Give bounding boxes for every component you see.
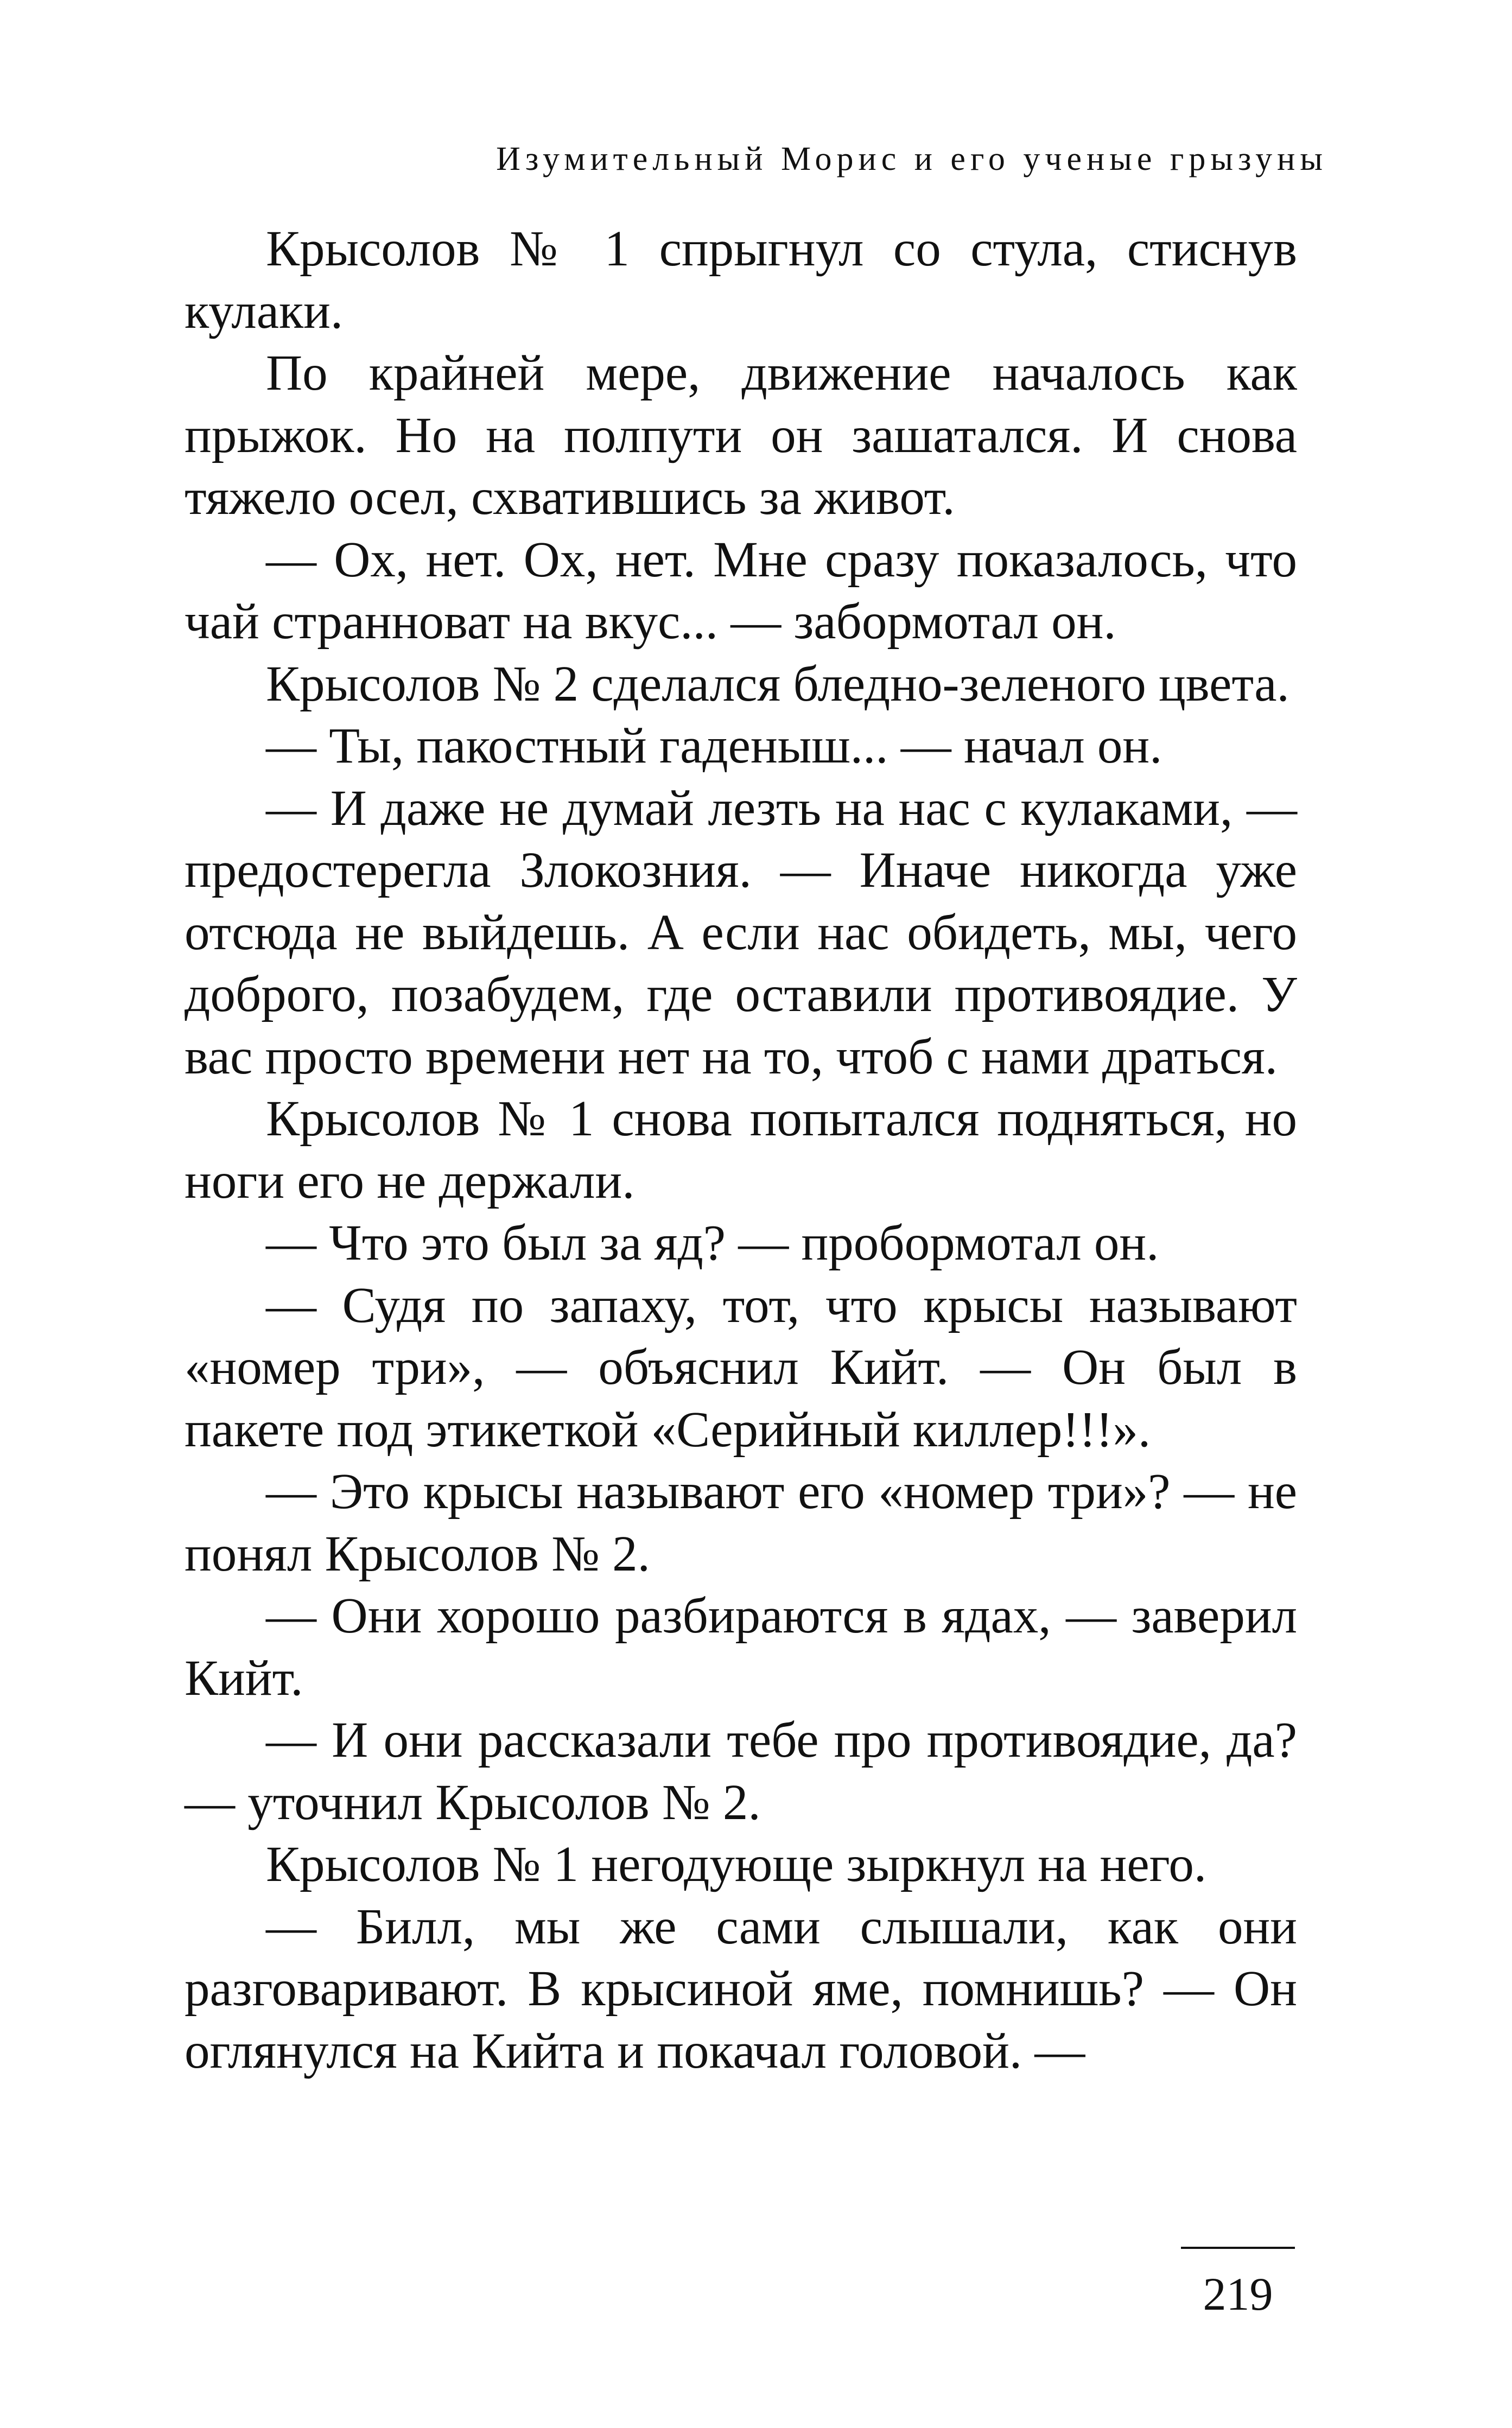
paragraph: — Что это был за яд? — пробормотал он. [266, 1215, 1159, 1271]
paragraph: — И даже не думай лезть на нас с кулаками, — предостерегла Злокозния. — Иначе никогда уже отсюда не выйдешь. А если нас обидеть, мы, чего доброго, позабудем, где оставили противоядие. У вас просто времени нет на то, чтоб с нами драться. [185, 780, 1297, 1085]
paragraph: Крысолов № 2 сделался бледно-зеленого цвета. [266, 656, 1289, 712]
paragraph: — И они рассказали тебе про противоядие, да? — уточнил Крысолов № 2. [185, 1712, 1297, 1830]
running-head: Изумительный Морис и его ученые грызуны [496, 141, 1327, 177]
paragraph: — Это крысы называют его «номер три»? — не понял Крысолов № 2. [185, 1464, 1297, 1582]
page-number: 219 [1203, 2268, 1273, 2320]
paragraph: — Судя по запаху, тот, что крысы называют «номер три», — объяснил Кийт. — Он был в пакете под этикеткой «Серийный киллер!!!». [185, 1277, 1297, 1458]
paragraph: Крысолов № 1 негодующе зыркнул на него. [266, 1836, 1207, 1892]
paragraph: — Они хорошо разбираются в ядах, — заверил Кийт. [185, 1588, 1297, 1706]
paragraph: Крысолов № 1 спрыгнул со стула, стиснув кулаки. [185, 221, 1297, 339]
footer-rule [1181, 2247, 1295, 2249]
paragraph: — Ты, пакостный гаденыш... — начал он. [266, 718, 1162, 774]
paragraph: Крысолов № 1 снова попытался подняться, но ноги его не держали. [185, 1091, 1297, 1209]
paragraph: По крайней мере, движение началось как прыжок. Но на полпути он зашатался. И снова тяжело осел, схватившись за живот. [185, 345, 1297, 525]
paragraph: — Ох, нет. Ох, нет. Мне сразу показалось, что чай странноват на вкус... — забормотал он. [185, 531, 1297, 650]
body-text [185, 218, 1297, 2082]
paragraph: — Билл, мы же сами слышали, как они разговаривают. В крысиной яме, помнишь? — Он оглянулся на Кийта и покачал головой. — [185, 1898, 1297, 2079]
